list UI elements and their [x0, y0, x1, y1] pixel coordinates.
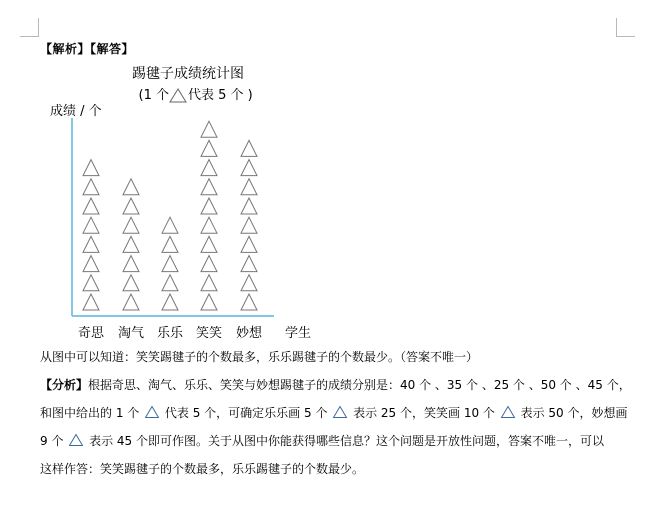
x-axis-label: 学生: [285, 326, 312, 341]
triangle-symbol: [162, 236, 178, 252]
triangle-symbol: [201, 140, 217, 156]
legend-triangle-icon: [170, 89, 186, 102]
analysis-label: 【分析】: [40, 378, 89, 392]
triangle-symbol: [241, 198, 257, 214]
triangle-icon: [501, 406, 515, 418]
triangle-icon: [333, 406, 347, 418]
category-label: 奇思: [77, 326, 105, 341]
triangle-symbol: [162, 217, 178, 233]
triangle-symbol: [83, 256, 99, 272]
triangle-symbol: [83, 217, 99, 233]
triangle-symbol: [241, 275, 257, 291]
triangle-symbol: [201, 256, 217, 272]
y-axis-label: 成绩 / 个: [50, 104, 102, 119]
triangle-symbol: [241, 256, 257, 272]
triangle-symbol: [162, 294, 178, 310]
triangle-symbol: [83, 236, 99, 252]
triangle-symbol: [201, 236, 217, 252]
triangle-symbol: [241, 294, 257, 310]
answer-line: 从图中可以知道：笑笑踢毽子的个数最多，乐乐踢毽子的个数最少。（答案不唯一）: [40, 350, 479, 364]
triangle-symbol: [201, 198, 217, 214]
page-corner-mark-top-left: [20, 18, 39, 37]
triangle-symbol: [241, 179, 257, 195]
triangle-icon: [69, 434, 83, 446]
analysis-text-2b: 代表 5 个，可确定乐乐画 5 个: [164, 406, 328, 420]
pictograph-svg: [40, 60, 330, 345]
analysis-text-3a: 9 个: [40, 434, 64, 448]
analysis-line-1: [40, 377, 630, 393]
category-label: 乐乐: [156, 326, 184, 341]
analysis-text-2a: 和图中给出的 1 个: [40, 406, 140, 420]
analysis-text-2c: 表示 25 个，笑笑画 10 个: [353, 406, 495, 420]
triangle-symbol: [241, 160, 257, 176]
triangle-symbol: [123, 198, 139, 214]
category-label: 淘气: [117, 326, 145, 341]
chart-subtitle-prefix: (1 个: [138, 88, 169, 103]
analysis-text-2d: 表示 50 个，妙想画: [520, 406, 628, 420]
triangle-symbol: [162, 256, 178, 272]
category-label: 妙想: [235, 326, 263, 341]
triangle-symbol: [83, 275, 99, 291]
triangle-symbol: [123, 275, 139, 291]
category-labels: [78, 325, 263, 341]
triangle-symbol: [201, 275, 217, 291]
triangle-symbol: [83, 179, 99, 195]
pictograph-marks: [83, 121, 257, 310]
triangle-symbol: [201, 160, 217, 176]
triangle-symbol: [83, 294, 99, 310]
analysis-line-4: 这样作答：笑笑踢毽子的个数最多，乐乐踢毽子的个数最少。: [40, 462, 365, 476]
pictograph-chart: [40, 60, 330, 345]
triangle-symbol: [201, 294, 217, 310]
triangle-symbol: [241, 217, 257, 233]
solution-heading: 【解析】【解答】: [40, 42, 135, 56]
page-corner-mark-top-right: [616, 18, 635, 37]
analysis-text-3b: 表示 45 个即可作图。关于从图中你能获得哪些信息？这个问题是开放性问题，答案不唯一，可以: [89, 434, 605, 448]
analysis-line-2: [40, 405, 630, 421]
triangle-symbol: [201, 217, 217, 233]
triangle-symbol: [241, 236, 257, 252]
triangle-symbol: [201, 179, 217, 195]
chart-title: 踢毽子成绩统计图: [132, 66, 244, 82]
triangle-symbol: [83, 198, 99, 214]
triangle-symbol: [123, 256, 139, 272]
analysis-line-3: [40, 433, 630, 449]
chart-subtitle-suffix: 代表 5 个 ): [188, 88, 253, 103]
triangle-symbol: [123, 179, 139, 195]
triangle-symbol: [241, 140, 257, 156]
triangle-icon: [145, 406, 159, 418]
triangle-symbol: [123, 236, 139, 252]
triangle-symbol: [123, 294, 139, 310]
triangle-symbol: [201, 121, 217, 137]
analysis-text-1: 根据奇思、淘气、乐乐、笑笑与妙想踢毽子的成绩分别是：40 个 、35 个 、25 个 、50 个 、45 个，: [88, 378, 631, 392]
triangle-symbol: [123, 217, 139, 233]
triangle-symbol: [162, 275, 178, 291]
category-label: 笑笑: [195, 326, 223, 341]
triangle-symbol: [83, 160, 99, 176]
